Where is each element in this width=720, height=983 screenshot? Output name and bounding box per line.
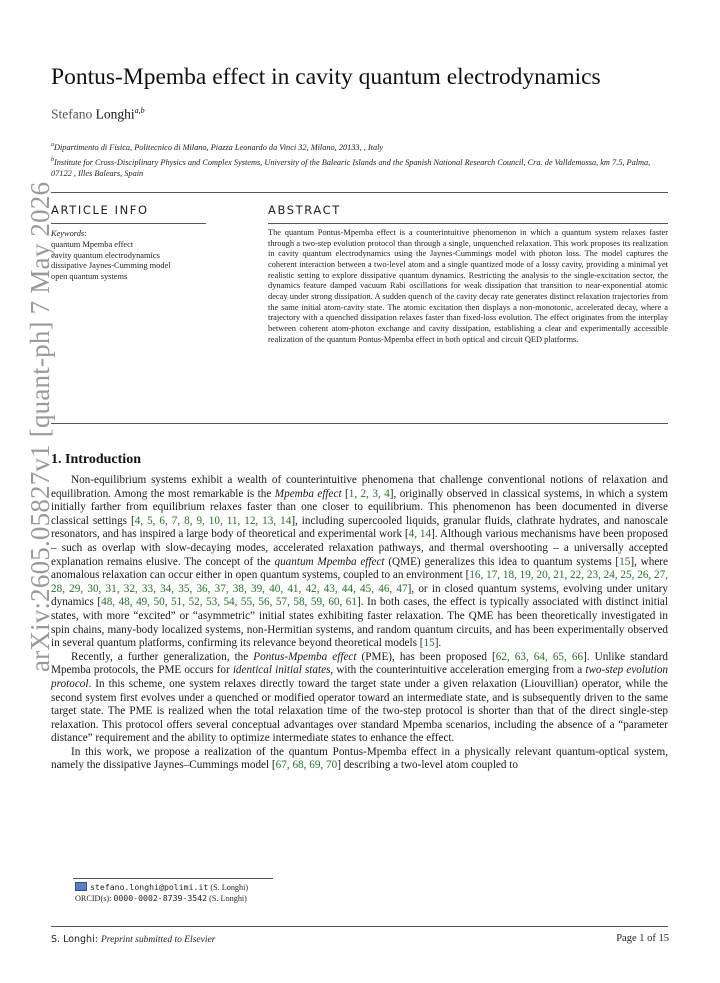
abstract-heading: ABSTRACT — [268, 203, 341, 217]
affiliation-text: Institute for Cross-Disciplinary Physics and Complex Systems, University of the Balearic Islands and the Spanish National Research Council, Cra. de Valldemossa, km 7.5, Palma, 07122 , Illes Balears, Spain — [51, 157, 651, 179]
divider — [51, 192, 668, 193]
footer-journal: Preprint submitted to Elsevier — [100, 935, 216, 945]
text-run: ] describing a two-level atom coupled to — [337, 759, 518, 772]
paragraph — [51, 651, 668, 746]
text-run: ], where anomalous relaxation can occur either in open quantum systems, coupled to an environment [ — [51, 555, 668, 582]
text-run: Recently, a further generalization, the — [71, 650, 254, 663]
divider — [51, 423, 668, 424]
text-run: (QME) generalizes this idea to quantum systems [ — [384, 555, 620, 568]
footer-divider — [51, 926, 668, 927]
text-run: (PME), has been proposed [ — [356, 650, 496, 663]
footer-author: S. Longhi: — [51, 934, 98, 945]
author-surname: Longhi — [95, 106, 135, 122]
divider — [268, 223, 668, 224]
footnote — [75, 882, 248, 904]
keywords-label: Keywords — [51, 229, 85, 238]
arxiv-identifier-stamp: arXiv:2605.05827v1 [quant-ph] 7 May 2026 — [25, 181, 55, 672]
affiliation-b — [51, 155, 671, 180]
keywords-block: Keywords: quantum Mpemba effect cavity quantum electrodynamics dissipative Jaynes-Cumming model open quantum systems — [51, 229, 221, 283]
citation-link[interactable]: 48, 48, 49, 50, 51, 52, 53, 54, 55, 56, 57, 58, 59, 60, 61 — [101, 596, 357, 609]
citation-link[interactable]: 15 — [619, 555, 631, 568]
page-number: Page 1 of 15 — [616, 933, 669, 944]
text-run: ]. — [434, 637, 442, 650]
footer-left — [51, 934, 215, 945]
citation-link[interactable]: 1, 2, 3, 4 — [348, 487, 390, 500]
orcid-suffix: (S. Longhi) — [209, 894, 247, 903]
citation-link[interactable]: 15 — [423, 637, 435, 650]
author-affiliation-marks: a,b — [134, 106, 145, 115]
section-heading-introduction: 1. Introduction — [51, 452, 141, 467]
citation-link[interactable]: 67, 68, 69, 70 — [275, 759, 338, 772]
emphasized-term: two-step evolution protocol — [51, 664, 669, 690]
affiliation-mark: a — [51, 142, 54, 148]
footnote-divider — [73, 878, 273, 879]
text-run: ], originally observed in classical systems, in which a system initially farther from equilibrium relaxes faster than one closer to equilibrium. This phenomenon has been documented in diverse classical settings [ — [51, 487, 668, 527]
citation-link[interactable]: 4, 5, 6, 7, 8, 9, 10, 11, 12, 13, 14 — [134, 514, 292, 527]
text-run: [ — [341, 487, 349, 500]
orcid-id: 0000-0002-8739-3542 — [113, 893, 208, 903]
footnote-email-row — [75, 882, 248, 893]
keyword-item: quantum Mpemba effect — [51, 239, 134, 249]
emphasized-term: identical initial states — [232, 664, 331, 677]
affiliation-text: Dipartimento di Fisica, Politecnico di Milano, Piazza Leonardo da Vinci 32, Milano, 20133, , Italy — [54, 142, 384, 152]
citation-link[interactable]: 16, 17, 18, 19, 20, 21, 22, 23, 24, 25, 26, 27, 28, 29, 30, 31, 32, 33, 34, 35, 36, 37, 38, 39, 40, 41, 42, 43, 44, 45, 46, 47 — [51, 569, 669, 595]
author-given-name: Stefano — [51, 106, 93, 122]
text-run: ]. Although various mechanisms have been proposed – such as overlap with slow-decaying modes, accelerated relaxation pathways, and thermal overshooting – a universally accepted explanation remains elusive. The concept of the — [51, 528, 668, 568]
citation-link[interactable]: 62, 63, 64, 65, 66 — [495, 650, 584, 663]
orcid-label: ORCID(s): — [75, 894, 112, 903]
affiliation-mark: b — [51, 157, 54, 163]
envelope-icon — [75, 882, 87, 891]
keyword-item: cavity quantum electrodynamics — [51, 250, 160, 260]
paper-title: Pontus-Mpemba effect in cavity quantum electrodynamics — [51, 64, 601, 90]
text-run: ]. Unlike standard Mpemba protocols, the PME occurs for — [51, 650, 669, 677]
text-run: In this work, we propose a realization of the quantum Pontus-Mpemba effect in a physically relevant quantum-optical system, namely the dissipative Jaynes–Cummings model [ — [51, 745, 668, 772]
article-info-heading: ARTICLE INFO — [51, 203, 149, 217]
text-run: , with the counterintuitive acceleration emerging from a — [330, 664, 586, 677]
author-email-link[interactable]: stefano.longhi@polimi.it — [90, 882, 209, 892]
emphasized-term: quantum Mpemba effect — [274, 555, 385, 568]
footnote-orcid-row — [75, 893, 248, 904]
keyword-item: open quantum systems — [51, 272, 128, 282]
affiliation-a — [51, 140, 671, 153]
emphasized-term: Mpemba effect — [274, 487, 342, 500]
text-run: ], including supercooled liquids, granular fluids, clathrate hydrates, and nanoscale resonators, and has inspired a large body of theoretical and experimental work [ — [51, 514, 668, 541]
text-run: ]. In both cases, the effect is typically associated with distinct initial states, with more “excited” or “asymmetric” initial states exhibiting faster relaxation. The QME has been theoretically investigated in spin chains, many-body localized systems, non-Hermitian systems, and random quantum circuits, and has been experimentally observed in several quantum platforms, confirming its relevance beyond theoretical models [ — [51, 596, 668, 650]
author-line — [51, 106, 145, 123]
divider — [51, 223, 206, 224]
introduction-body — [51, 474, 668, 773]
paragraph — [51, 474, 668, 651]
paragraph — [51, 746, 668, 773]
text-run: ], or in closed quantum systems, evolving under unitary dynamics [ — [51, 582, 668, 609]
text-run: . In this scheme, one system relaxes directly toward the target state under a given relaxation (Liouvillian) operator, while the second system first evolves under a quenched or modified operator toward an intermediate state, and is subsequently driven to the same target state. The PME is realized when the total relaxation time of the two-step protocol is shorter than that of the direct single-step relaxation. This protocol offers several conceptual advantages over standard Mpemba scenarios, including the absence of a “parameter distance” requirement and the ability to optimize intermediate states to enhance the effect. — [51, 677, 668, 745]
emphasized-term: Pontus-Mpemba effect — [253, 650, 357, 663]
abstract-text: The quantum Pontus-Mpemba effect is a counterintuitive phenomenon in which a quantum system relaxes faster through a two-step evolution protocol than through a single, unquenched relaxation. This work proposes its realization in cavity quantum electrodynamics using the Jaynes-Cummings model with photon loss. The model captures the coherent interaction between a two-level atom and a single quantized mode of a lossy cavity, providing a minimal yet realistic setting to explore dissipative quantum dynamics. Restricting the analysis to the single-excitation sector, the dynamics feature damped vacuum Rabi oscillations for weak dissipation that transition to near-exponential atomic decay under strong dissipation. A sudden quench of the cavity decay rate generates distinct relaxation trajectories from the same initial atom-cavity state. The atomic excitation then displays a non-monotonic, accelerated decay, where a trajectory with a quenched dissipation relaxes faster than fixed-loss evolution. The effect originates from the interplay between coherent atom-photon exchange and cavity dissipation, establishing a clear and experimentally accessible realization of the quantum Pontus-Mpemba effect in both optical and circuit QED platforms. — [268, 228, 668, 344]
email-suffix: (S. Longhi) — [210, 883, 249, 892]
keyword-item: dissipative Jaynes-Cumming model — [51, 261, 171, 271]
text-run: Non-equilibrium systems exhibit a wealth of counterintuitive phenomena that challenge conventional notions of relaxation and equilibration. Among the most remarkable is the — [51, 474, 668, 500]
citation-link[interactable]: 4, 14 — [408, 528, 432, 541]
